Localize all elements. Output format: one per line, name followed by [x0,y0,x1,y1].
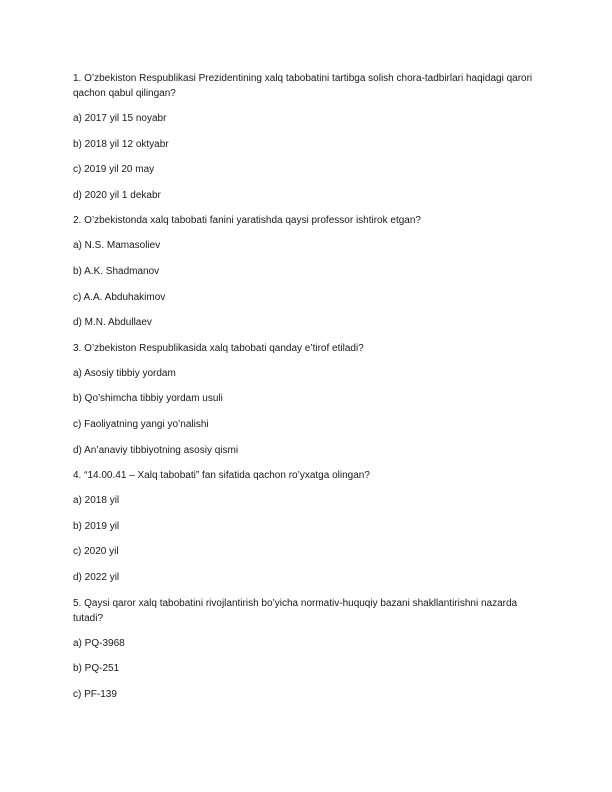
answer-option: c) A.A. Abduhakimov [73,291,166,303]
answer-option: d) An’anaviy tibbiyotning asosiy qismi [73,444,239,456]
answer-option: d) 2022 yil [73,571,120,583]
question-text: 3. O’zbekiston Respublikasida xalq tabobati qanday e’tirof etiladi? [73,342,364,354]
answer-option: a) 2017 yil 15 noyabr [73,113,167,124]
answer-option: b) 2018 yil 12 oktyabr [73,138,169,150]
answer-option: b) A.K. Shadmanov [73,265,160,277]
answer-option: a) N.S. Mamasoliev [73,240,161,252]
question-text: 2. O’zbekistonda xalq tabobati fanini yaratishda qaysi professor ishtirok etgan? [73,215,421,227]
answer-option: b) PQ-251 [73,663,120,675]
answer-option: d) 2020 yil 1 dekabr [73,189,161,201]
document-page [73,71,543,712]
answer-option: c) Faoliyatning yangi yo’nalishi [73,418,209,430]
question-block-5 [73,596,543,702]
question-block-3 [73,341,543,458]
question-text: 5. Qaysi qaror xalq tabobatini rivojlantirish bo’yicha normativ-huquqiy bazani shakllantirishni nazarda tutadi? [73,597,518,624]
answer-option: c) 2019 yil 20 may [73,164,155,176]
question-block-4 [73,468,543,585]
answer-option: d) M.N. Abdullaev [73,317,152,329]
answer-option: b) Qo’shimcha tibbiy yordam usuli [73,393,223,405]
answer-option: a) 2018 yil [73,495,120,507]
question-text: 1. O’zbekiston Respublikasi Prezidentining xalq tabobatini tartibga solish chora-tadbirlari haqidagi qarori qachon qabul qilingan? [73,73,533,99]
answer-option: a) PQ-3968 [73,637,125,649]
question-text: 4. “14.00.41 – Xalq tabobati” fan sifatida qachon ro’yxatga olingan? [73,470,370,482]
answer-option: a) Asosiy tibbiy yordam [73,367,176,379]
answer-option: c) PF-139 [73,688,117,700]
answer-option: b) 2019 yil [73,520,120,532]
question-block-1 [73,71,543,203]
answer-option: c) 2020 yil [73,546,119,558]
question-block-2 [73,213,543,330]
